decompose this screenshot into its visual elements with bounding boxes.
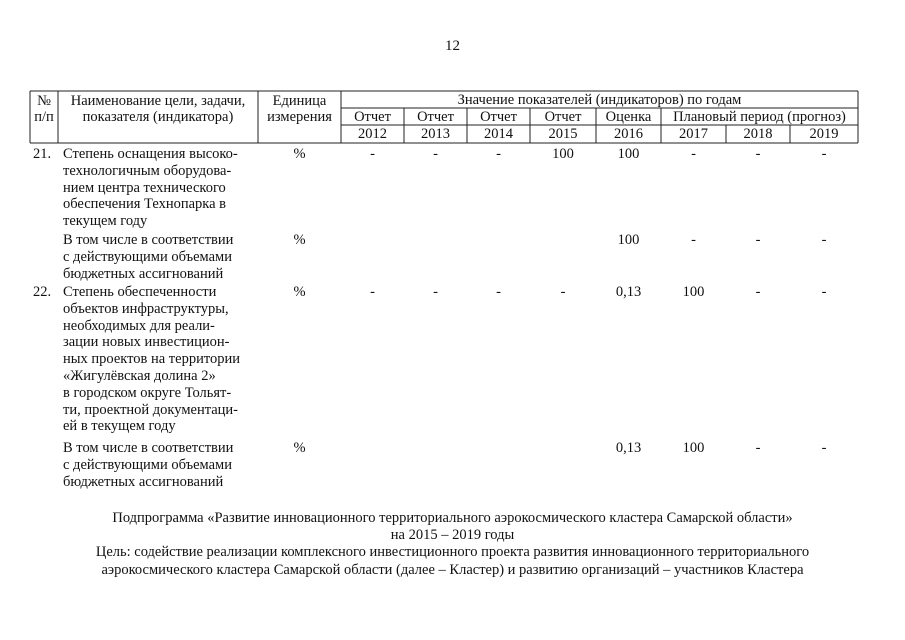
header-year-2014: 2014 [484,126,513,142]
header-name-label-2: показателя (индикатора) [82,109,234,125]
cell-2019: - [821,146,827,162]
row-description-sub: В том числе в соответствии с действующими объемами бюджетных ассигнований [63,440,234,490]
header-col-label-2016: Оценка [605,109,652,125]
header-num-label: № [37,93,51,109]
cell-2013: - [433,146,438,162]
header-num-label-2: п/п [34,109,54,125]
row-description: Степень оснащения высоко- технологичным оборудова- нием центра технического обеспечения Технопарка в текущем году [63,146,238,230]
cell-2014: - [496,284,501,300]
goal-text: Цель: содействие реализации комплексного инвестиционного проекта развития инновационного территориального [95,544,810,560]
header-year-2018: 2018 [743,126,773,142]
cell-2017: 100 [682,284,705,300]
header-year-2012: 2012 [358,126,387,142]
cell-2016: 100 [617,146,640,162]
header-year-2015: 2015 [548,126,578,142]
cell-2016: 0,13 [615,284,642,300]
cell-2019: - [821,284,827,300]
header-planned-title: Плановый период (прогноз) [673,109,846,125]
row-unit: % [293,440,306,456]
header-year-2019: 2019 [809,126,839,142]
row-number: 21. [33,146,52,162]
cell-2019: - [821,440,827,456]
page-number: 12 [445,38,460,54]
cell-2017: - [691,232,696,248]
subprogram-years: на 2015 – 2019 годы [390,527,515,543]
header-year-2013: 2013 [421,126,450,142]
header-col-label-2012: Отчет [354,109,391,125]
cell-2018: - [755,232,761,248]
cell-2016: 100 [617,232,640,248]
cell-2018: - [755,440,761,456]
subprogram-title: Подпрограмма «Развитие инновационного территориального аэрокосмического кластера Самарской области» [112,510,793,526]
cell-2017: 100 [682,440,705,456]
cell-2013: - [433,284,438,300]
cell-2017: - [691,146,696,162]
cell-2014: - [496,146,501,162]
header-col-label-2015: Отчет [544,109,582,125]
header-name-label: Наименование цели, задачи, [70,93,246,109]
cell-2018: - [755,284,761,300]
goal-text-continued: аэрокосмического кластера Самарской области (далее – Кластер) и развитию организаций – участников Кластера [101,562,804,578]
header-col-label-2013: Отчет [417,109,454,125]
cell-2015: 100 [552,146,574,162]
cell-2015: - [560,284,566,300]
header-col-label-2014: Отчет [480,109,517,125]
row-number: 22. [33,284,52,300]
header-values-title: Значение показателей (индикаторов) по годам [457,92,742,108]
header-unit-label: Единица [272,93,327,109]
cell-2016: 0,13 [615,440,642,456]
cell-2012: - [370,146,375,162]
header-year-2017: 2017 [679,126,708,142]
row-unit: % [293,284,306,300]
row-description: Степень обеспеченности объектов инфраструктуры, необходимых для реали- зации новых инвестицион- ных проектов на территории «Жигулёвская долина 2» в городском округе Тольят- ти, проектной документаци- ей в текущем году [63,284,240,435]
row-description-sub: В том числе в соответствии с действующими объемами бюджетных ассигнований [63,232,234,282]
row-unit: % [293,232,306,248]
cell-2019: - [821,232,827,248]
header-year-2016: 2016 [614,126,643,142]
cell-2018: - [755,146,761,162]
header-unit-label-2: измерения [267,109,332,125]
row-unit: % [293,146,306,162]
cell-2012: - [370,284,375,300]
